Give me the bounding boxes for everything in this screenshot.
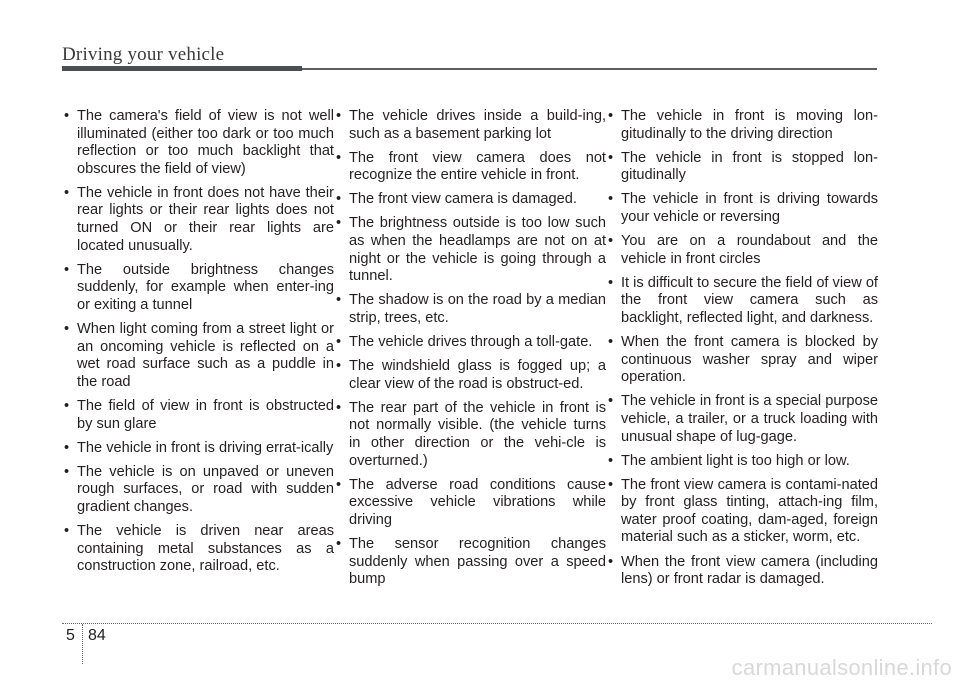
text-column-3: [606, 108, 878, 595]
watermark: carmanualsonline.info: [731, 655, 952, 680]
list-item: • The vehicle in front is moving lon-gitudinally to the driving direction: [606, 108, 878, 143]
list-item: • The front view camera does not recognize the entire vehicle in front.: [334, 150, 606, 185]
list-item: • The windshield glass is fogged up; a clear view of the road is obstruct-ed.: [334, 358, 606, 393]
chapter-number: 5: [66, 627, 75, 644]
list-item: • It is difficult to secure the field of view of the front view camera such as backlight, reflected light, and darkness.: [606, 275, 878, 328]
list-item: • The front view camera is damaged.: [334, 191, 606, 209]
list-item: • The vehicle is on unpaved or uneven rough surfaces, or road with sudden gradient changes.: [62, 464, 334, 517]
list-item: • When light coming from a street light or an oncoming vehicle is reflected on a wet road surface such as a puddle in the road: [62, 321, 334, 391]
list-item: • The sensor recognition changes suddenly when passing over a speed bump: [334, 536, 606, 589]
page-section-title: Driving your vehicle: [62, 44, 225, 65]
list-item: • The vehicle in front does not have their rear lights or their rear lights does not turned ON or their rear lights are located unusually.: [62, 185, 334, 255]
bullet-list: [62, 108, 334, 576]
list-item: • The ambient light is too high or low.: [606, 453, 878, 471]
list-item: • The vehicle drives through a toll-gate.: [334, 334, 606, 352]
footer-page-divider: [82, 624, 83, 664]
list-item: • The vehicle in front is driving towards your vehicle or reversing: [606, 191, 878, 226]
list-item: • When the front camera is blocked by continuous washer spray and wiper operation.: [606, 334, 878, 387]
list-item: • The vehicle in front is driving errat-ically: [62, 440, 334, 458]
list-item: • The adverse road conditions cause excessive vehicle vibrations while driving: [334, 477, 606, 530]
bullet-list: [606, 108, 878, 589]
header-rule-thin: [302, 68, 877, 70]
list-item: • The brightness outside is too low such as when the headlamps are not on at night or the vehicle is going through a tunnel.: [334, 215, 606, 285]
list-item: • The vehicle is driven near areas containing metal substances as a construction zone, railroad, etc.: [62, 523, 334, 576]
list-item: • The field of view in front is obstructed by sun glare: [62, 398, 334, 433]
text-column-1: [62, 108, 334, 582]
list-item: • The vehicle in front is stopped lon-gitudinally: [606, 150, 878, 185]
list-item: • The camera's field of view is not well illuminated (either too dark or too much reflection or too much backlight that obscures the field of view): [62, 108, 334, 178]
list-item: • The vehicle in front is a special purpose vehicle, a trailer, or a truck loading with unusual shape of lug-gage.: [606, 393, 878, 446]
header-rule-thick: [62, 66, 302, 71]
footer-dotted-rule: [62, 623, 932, 624]
list-item: • The outside brightness changes suddenly, for example when enter-ing or exiting a tunnel: [62, 262, 334, 315]
list-item: • The shadow is on the road by a median strip, trees, etc.: [334, 292, 606, 327]
list-item: • The rear part of the vehicle in front is not normally visible. (the vehicle turns in other direction or the vehi-cle is overturned.): [334, 400, 606, 470]
list-item: • You are on a roundabout and the vehicle in front circles: [606, 233, 878, 268]
list-item: • The vehicle drives inside a build-ing, such as a basement parking lot: [334, 108, 606, 143]
list-item: • When the front view camera (including lens) or front radar is damaged.: [606, 554, 878, 589]
list-item: • The front view camera is contami-nated by front glass tinting, attach-ing film, water proof coating, dam-aged, foreign material such as a sticker, worm, etc.: [606, 477, 878, 547]
bullet-list: [334, 108, 606, 589]
text-column-2: [334, 108, 606, 595]
page-number: 84: [88, 627, 106, 644]
